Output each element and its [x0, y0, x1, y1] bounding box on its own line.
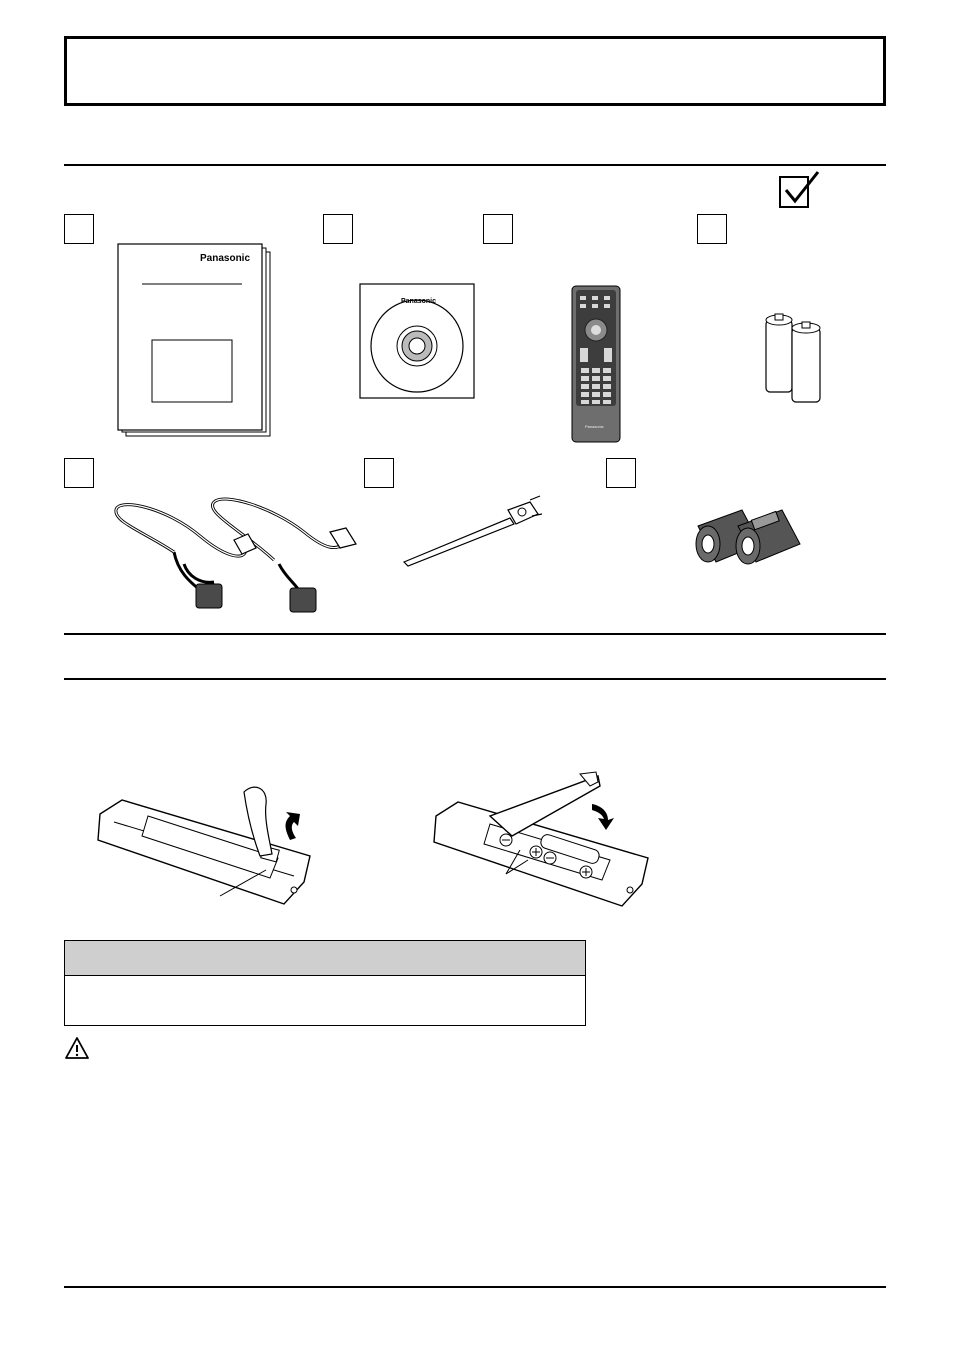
- manual-illustration: [118, 244, 274, 440]
- ac-cords-illustration: [104, 492, 366, 616]
- clamper-illustration: [402, 496, 544, 566]
- ferrite-cores-illustration: [694, 500, 806, 572]
- hint-box: [64, 940, 586, 1026]
- remote-brand-logo: Panasonic: [585, 424, 604, 429]
- open-battery-cover-illustration: [94, 786, 316, 908]
- item-box-clamper: [364, 458, 394, 488]
- remote-control-illustration: [572, 286, 622, 444]
- hint-box-header: [65, 941, 585, 976]
- item-box-batteries: [697, 214, 727, 244]
- batteries-illustration: [764, 312, 826, 406]
- section-rule-accessories: [64, 164, 886, 166]
- page-title-frame: [64, 36, 886, 106]
- item-box-ferrite-core: [606, 458, 636, 488]
- section-rule-remote-batteries-top: [64, 633, 886, 635]
- cdrom-brand-logo: Panasonic: [401, 298, 437, 305]
- manual-brand-logo: Panasonic: [200, 253, 251, 264]
- item-box-ac-cord: [64, 458, 94, 488]
- checkmark-icon: [782, 170, 822, 210]
- footer-rule: [64, 1286, 886, 1288]
- item-box-manual: [64, 214, 94, 244]
- warning-icon: [64, 1036, 90, 1060]
- item-box-remote: [483, 214, 513, 244]
- section-rule-remote-batteries-bottom: [64, 678, 886, 680]
- insert-batteries-illustration: [430, 772, 654, 908]
- item-box-cdrom: [323, 214, 353, 244]
